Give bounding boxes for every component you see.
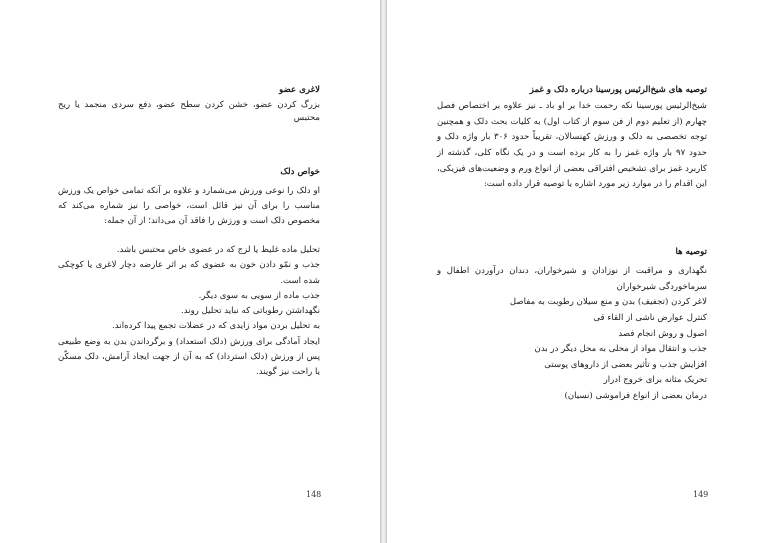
list-item: نگهداشتن رطوباتی که نباید تحلیل روند. — [180, 306, 320, 317]
intro-heading — [437, 84, 707, 97]
paragraph-text: شیخ‌الرئیس پورسینا نکه رحمت خدا بر او باد ـ نیز علاوه بر اختصاص فصل چهارم (از تعلیم دوم از فن سوم از کتاب اول) به کلیات بحث دلک و همچنین توجه تخصصی به دلک و ورزش کهنسالان، تقریباً حدود ۳۰۶ بار واژه دلک و حدود ۹۷ بار واژه غمز را به کار برده است و در یک نگاه کلی، گذشته از کاربرد غمز برای تشخیص افتراقی بعضی از انواع ورم و وضعیت‌های فیزیکی، این اقدام را در موارد زیر مورد اشاره یا توصیه قرار داده است: — [437, 101, 707, 190]
page-number: 149 — [693, 490, 709, 499]
recommendations-list — [437, 264, 707, 405]
list-item: نگهداری و مراقبت از نوزادان و شیرخواران، دندان درآوردن اطفال و سرماخوردگی شیرخواران — [437, 266, 707, 292]
list-item: لاغر کردن (تجفیف) بدن و منع سیلان رطوبت به مفاصل — [509, 297, 707, 308]
section-heading-skinny-organ — [58, 84, 320, 97]
section-paragraph — [58, 184, 320, 228]
section-heading: لاغری عضو — [279, 85, 320, 95]
list-item: جذب و نمّو دادن خون به عضوی که بر اثر عارضه دچار لاغری یا کوچکی شده است. — [58, 260, 320, 286]
list-item: جذب ماده از سویی به سوی دیگر. — [198, 290, 320, 301]
paragraph-text: بزرگ کردن عضو، خشن کردن سطح عضو، دفع سردی منجمد یا ریح محتبس — [58, 100, 320, 123]
right-page — [386, 0, 768, 543]
list-item: افزایش جذب و تأثیر بعضی از داروهای پوستی — [544, 359, 707, 370]
page-number: 148 — [306, 490, 322, 499]
section-heading: توصیه های شیخ‌الرئیس پورسینا درباره دلک و غمز — [529, 85, 707, 95]
list-item: درمان بعضی از انواع فراموشی (نسیان) — [564, 391, 707, 402]
paragraph-text: او دلک را نوعی ورزش می‌شمارد و علاوه بر آنکه تمامی خواص یک ورزش مناسب را برای آن نیز قائل است، خواصی را نیز شماره می‌کند که مخصوص دلک است و ورزش را فاقد آن می‌داند؛ از آن جمله: — [58, 186, 320, 226]
intro-paragraph — [437, 99, 707, 193]
list-item: جذب و انتقال مواد از محلی به محل دیگر در بدن — [534, 344, 707, 355]
properties-list — [58, 243, 320, 381]
list-item: ایجاد آمادگی برای ورزش (دلک استعداد) و برگرداندن بدن به وضع طبیعی پس از ورزش (دلک استرداد) که به آن از جهت ایجاد آرامش، دلک مسکّن یا راحت نیز گویند. — [58, 336, 320, 378]
list-item: اصول و روش انجام فصد — [618, 328, 707, 339]
list-item: به تحلیل بردن مواد زایدی که در عضلات تجمع پیدا کرده‌اند. — [112, 321, 320, 332]
section-heading-massage-properties — [58, 166, 320, 179]
section-heading: خواص دلک — [280, 167, 320, 177]
left-page — [0, 0, 381, 543]
list-item: تحلیل ماده غلیظ یا لزج که در عضوی خاص محتبس باشد. — [116, 245, 320, 255]
list-item: تحریک مثانه برای خروج ادرار — [603, 375, 707, 386]
section-heading: توصیه ها — [675, 247, 707, 257]
recommendations-heading — [437, 246, 707, 259]
list-item: کنترل عوارض ناشی از القاء قی — [593, 312, 707, 323]
section-paragraph — [58, 99, 320, 125]
